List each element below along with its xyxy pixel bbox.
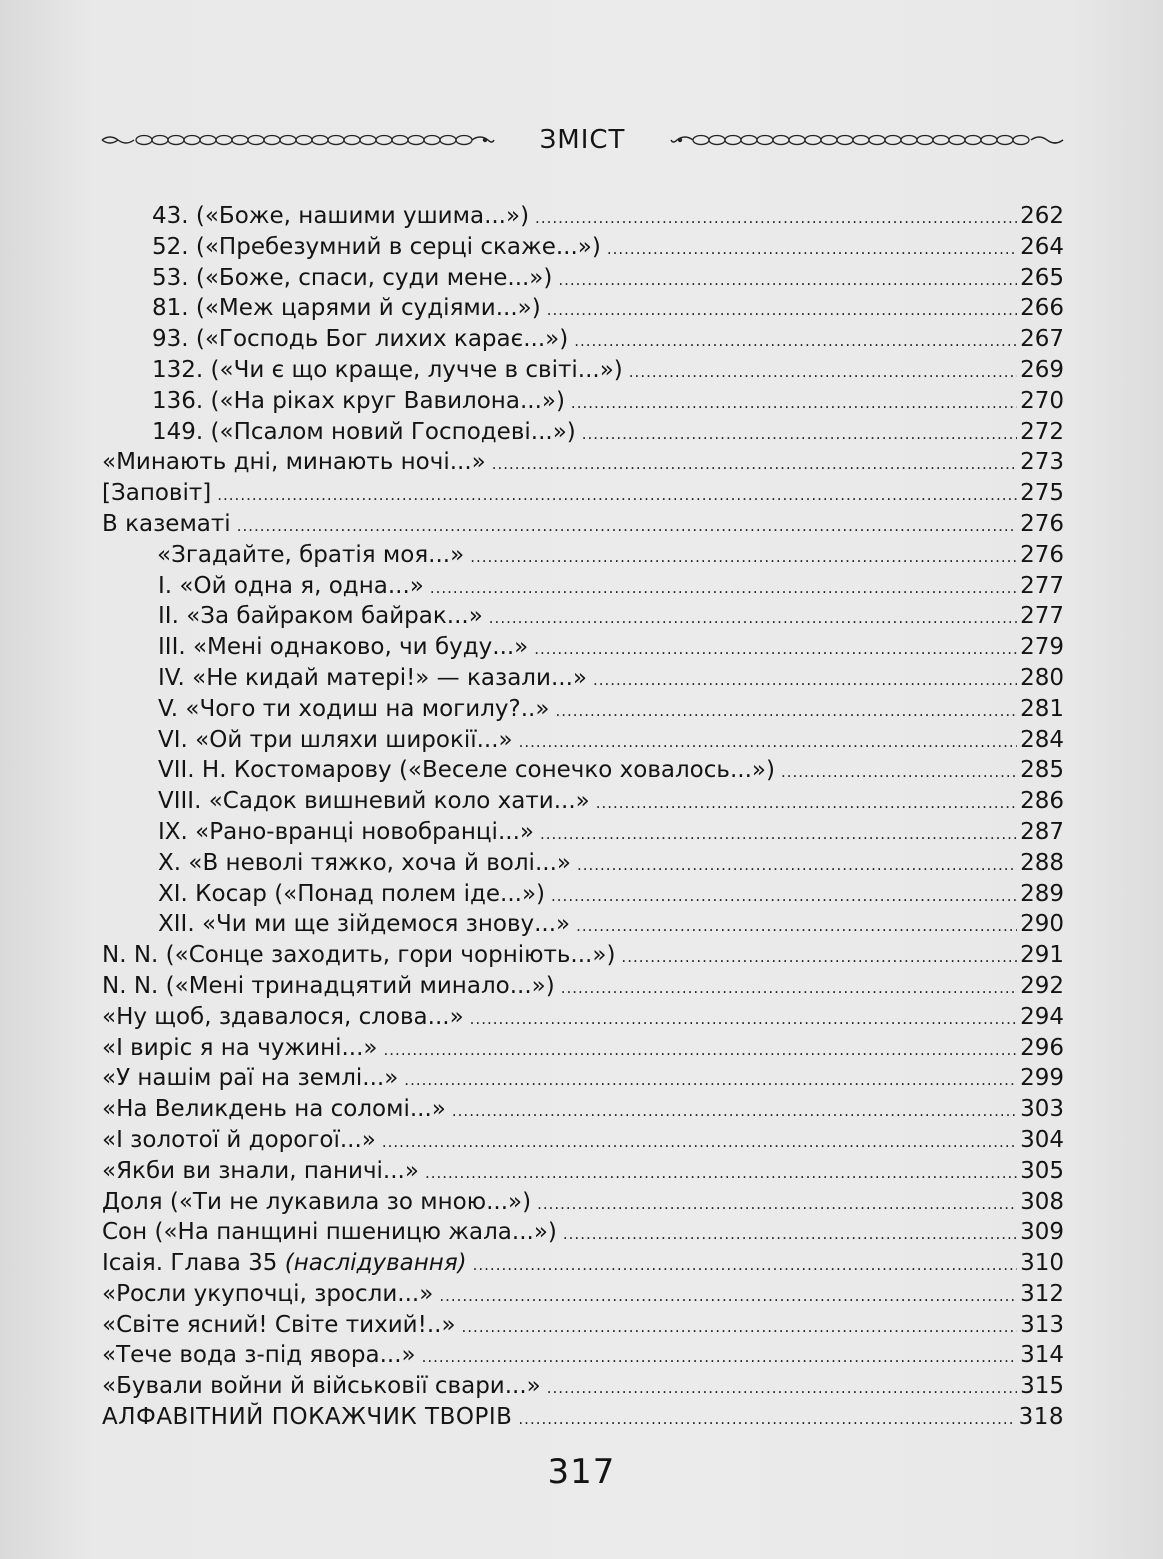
- toc-entry-title: [102, 447, 486, 478]
- toc-entry-page: 299: [1020, 1065, 1064, 1092]
- dot-leader: [607, 234, 1017, 265]
- toc-entry: [102, 909, 1064, 940]
- dot-leader: [540, 819, 1017, 850]
- dot-leader: [425, 1158, 1017, 1189]
- toc-entry-title-text: «Якби ви знали, паничі...»: [102, 1157, 419, 1184]
- toc-entry: [102, 1002, 1064, 1033]
- dot-leader: [555, 696, 1017, 727]
- toc-entry-title-text: 52. («Пребезумний в серці скаже...»): [152, 233, 601, 260]
- toc-entry: [102, 694, 1064, 725]
- toc-entry-title-text: Сон («На панщині пшеницю жала...»): [102, 1219, 557, 1246]
- dot-leader: [577, 850, 1017, 881]
- dot-leader: [470, 1004, 1017, 1035]
- toc-entry: [102, 786, 1064, 817]
- toc-entry-title-text: «І золотої й дорогої...»: [102, 1126, 376, 1153]
- dot-leader: [593, 665, 1017, 696]
- dot-leader: [534, 634, 1017, 665]
- toc-entry-page: 294: [1020, 1003, 1064, 1030]
- toc-entry: [102, 663, 1064, 694]
- toc-entry: [102, 324, 1064, 355]
- toc-entry-title: [152, 324, 568, 355]
- toc-entry-title: [102, 1340, 416, 1371]
- dot-leader: [404, 1065, 1017, 1096]
- toc-entry-page: 264: [1020, 233, 1064, 260]
- toc-entry-title-text: 136. («На ріках круг Вавилона...»): [152, 387, 565, 414]
- toc-entry-page: 284: [1020, 726, 1064, 753]
- toc-entry: [102, 755, 1064, 786]
- toc-entry-page: 291: [1020, 942, 1064, 969]
- toc-entry-title-text: N. N. («Сонце заходить, гори чорніють...»): [102, 942, 616, 969]
- toc-entry-title: [102, 1310, 456, 1341]
- toc-entry-page: 290: [1020, 911, 1064, 938]
- toc-entry: [102, 1033, 1064, 1064]
- toc-entry-page: 280: [1020, 664, 1064, 691]
- toc-entry-title-text: VIII. «Садок вишневий коло хати...»: [158, 788, 590, 815]
- toc-entry-title-text: 43. («Боже, нашими ушима...»): [152, 203, 530, 229]
- toc-entry-page: 276: [1020, 510, 1064, 537]
- dot-leader: [422, 1342, 1018, 1373]
- toc-entry-title-text: 132. («Чи є що краще, лучче в світі...»): [152, 356, 623, 383]
- toc-entry-title: [158, 817, 534, 848]
- toc-entry: [102, 571, 1064, 602]
- toc-entry: [102, 1187, 1064, 1218]
- toc-entry-page: 285: [1020, 757, 1064, 784]
- toc-entry-title: [102, 1125, 376, 1156]
- toc-entry-page: 303: [1020, 1096, 1064, 1123]
- toc-entry-title: [102, 1002, 464, 1033]
- toc-entry-title-text: 53. («Боже, спаси, суди мене...»): [152, 264, 553, 291]
- toc-entry: [102, 879, 1064, 910]
- toc-entry-title: [102, 1187, 531, 1218]
- toc-entry: [102, 1371, 1064, 1402]
- toc-entry-title: [102, 1033, 378, 1064]
- toc-entry-page: 310: [1020, 1250, 1064, 1277]
- toc-entry-title-text: І. «Ой одна я, одна...»: [158, 572, 424, 599]
- toc-entry-title: [102, 1402, 512, 1433]
- toc-entry-title-text: АЛФАВІТНИЙ ПОКАЖЧИК ТВОРІВ: [102, 1404, 513, 1431]
- toc-entry: [102, 1310, 1064, 1341]
- table-of-contents: [102, 201, 1064, 1433]
- toc-entry-title: [102, 940, 615, 971]
- toc-entry-title-text: Доля («Ти не лукавила зо мною...»): [102, 1188, 532, 1215]
- toc-entry-page: 262: [1020, 203, 1064, 229]
- toc-entry: [102, 817, 1064, 848]
- dot-leader: [492, 449, 1017, 480]
- toc-entry-title-text: VI. «Ой три шляхи широкії...»: [158, 726, 513, 753]
- dot-leader: [596, 788, 1017, 819]
- dot-leader: [470, 542, 1017, 573]
- dot-leader: [384, 1035, 1018, 1066]
- toc-entry-title-text: «Ну щоб, здавалося, слова...»: [102, 1003, 464, 1030]
- toc-entry: [102, 1125, 1064, 1156]
- toc-entry-page: 313: [1020, 1311, 1064, 1338]
- toc-entry-title: [102, 1063, 398, 1094]
- toc-entry-title-text: В казематі: [102, 510, 231, 537]
- dot-leader: [574, 326, 1017, 357]
- toc-entry-title: [158, 601, 483, 632]
- dot-leader: [576, 911, 1017, 942]
- toc-entry-page: 281: [1020, 695, 1064, 722]
- dot-leader: [452, 1096, 1017, 1127]
- toc-entry-title: [152, 355, 623, 386]
- toc-entry-title: [152, 293, 541, 324]
- dot-leader: [561, 973, 1017, 1004]
- toc-entry-title: [158, 571, 424, 602]
- toc-entry-page: 312: [1020, 1280, 1064, 1307]
- toc-entry-title: [158, 755, 775, 786]
- dot-leader: [621, 942, 1017, 973]
- dot-leader: [439, 1281, 1017, 1312]
- toc-entry-page: 287: [1020, 818, 1064, 845]
- toc-entry: [102, 1217, 1064, 1248]
- toc-entry-title-text: Ісаія. Глава 35: [102, 1250, 285, 1277]
- dot-leader: [237, 511, 1017, 542]
- toc-entry-page: 276: [1020, 541, 1064, 568]
- dot-leader: [558, 265, 1017, 296]
- toc-entry-title: [152, 417, 576, 448]
- toc-entry-title: [152, 263, 552, 294]
- dot-leader: [473, 1250, 1017, 1281]
- dot-leader: [629, 357, 1017, 388]
- dot-leader: [547, 295, 1017, 326]
- toc-entry-page: 277: [1020, 572, 1064, 599]
- toc-entry-title: [102, 1094, 446, 1125]
- toc-entry-title-text: «Росли укупочці, зросли...»: [102, 1280, 434, 1307]
- toc-entry-title: [102, 509, 231, 540]
- toc-entry-title-text: IX. «Рано-вранці новобранці...»: [158, 818, 534, 845]
- toc-entry-title: [102, 1279, 433, 1310]
- toc-entry-title-text: «Згадайте, братія моя...»: [157, 541, 465, 568]
- toc-entry-page: 292: [1020, 972, 1064, 999]
- toc-entry: [102, 293, 1064, 324]
- toc-entry-title: [158, 786, 590, 817]
- toc-entry-page: 270: [1020, 387, 1064, 414]
- toc-entry-title-text: X. «В неволі тяжко, хоча й волі...»: [158, 849, 571, 876]
- toc-entry-title: [158, 909, 570, 940]
- dot-leader: [519, 727, 1017, 758]
- toc-entry-page: 305: [1020, 1157, 1064, 1184]
- toc-entry-title-text: [Заповіт]: [102, 480, 212, 507]
- toc-entry-title-italic: (наслідування): [284, 1250, 467, 1277]
- toc-entry-title-text: III. «Мені однаково, чи буду...»: [158, 634, 529, 661]
- dot-leader: [535, 203, 1017, 234]
- toc-entry-page: 279: [1020, 634, 1064, 661]
- toc-entry: [102, 417, 1064, 448]
- toc-entry-title: [102, 1371, 541, 1402]
- toc-entry-page: 314: [1020, 1342, 1064, 1369]
- dot-leader: [551, 881, 1017, 912]
- toc-entry-page: 318: [1018, 1404, 1064, 1431]
- toc-entry: [102, 201, 1064, 232]
- toc-entry-page: 266: [1020, 295, 1064, 322]
- dot-leader: [571, 388, 1017, 419]
- dot-leader: [563, 1219, 1017, 1250]
- page-header: [100, 122, 1065, 158]
- page-number: 317: [547, 1452, 616, 1492]
- toc-entry-page: 288: [1020, 849, 1064, 876]
- dot-leader: [430, 573, 1017, 604]
- toc-entry-title-text: N. N. («Мені тринадцятий минало...»): [102, 972, 555, 999]
- toc-entry-page: 265: [1020, 264, 1064, 291]
- toc-entry: [102, 263, 1064, 294]
- toc-entry-title-text: «Тече вода з-під явора...»: [102, 1342, 416, 1369]
- toc-entry-page: 267: [1020, 326, 1064, 353]
- toc-entry: [102, 1340, 1064, 1371]
- dot-leader: [382, 1127, 1017, 1158]
- toc-entry-page: 277: [1020, 603, 1064, 630]
- toc-entry: [102, 1094, 1064, 1125]
- toc-entry: [102, 632, 1064, 663]
- toc-entry: [102, 848, 1064, 879]
- toc-entry: [102, 1402, 1064, 1433]
- dot-leader: [518, 1404, 1015, 1435]
- toc-entry-title-text: «Минають дні, минають ночі...»: [102, 449, 486, 476]
- toc-entry: [102, 540, 1064, 571]
- right-ornament: [669, 128, 1065, 152]
- toc-entry-title-text: «На Великдень на соломі...»: [102, 1096, 446, 1123]
- dot-leader: [462, 1312, 1018, 1343]
- dot-leader: [547, 1373, 1017, 1404]
- toc-entry-title-text: IV. «Не кидай матері!» — казали...»: [158, 664, 587, 691]
- toc-entry-title-text: V. «Чого ти ходиш на могилу?..»: [158, 695, 550, 722]
- toc-entry: [102, 355, 1064, 386]
- toc-entry-page: 269: [1020, 356, 1064, 383]
- toc-entry: [102, 1063, 1064, 1094]
- toc-entry-title: [158, 663, 587, 694]
- toc-entry-title-text: «І виріс я на чужині...»: [102, 1034, 378, 1061]
- toc-entry: [102, 1248, 1064, 1279]
- toc-entry-title-text: XI. Косар («Понад полем іде...»): [158, 880, 546, 907]
- toc-entry-title: [157, 540, 464, 571]
- toc-entry: [102, 971, 1064, 1002]
- dot-leader: [537, 1189, 1017, 1220]
- toc-entry: [102, 386, 1064, 417]
- toc-entry-page: 304: [1020, 1126, 1064, 1153]
- toc-entry: [102, 1279, 1064, 1310]
- toc-entry: [102, 940, 1064, 971]
- toc-entry-title-text: XII. «Чи ми ще зійдемося знову...»: [158, 911, 571, 938]
- toc-entry-title-text: 93. («Господь Бог лихих карає...»): [152, 326, 569, 353]
- toc-entry-title: [158, 879, 545, 910]
- toc-entry-title: [152, 232, 601, 263]
- toc-entry: [102, 1156, 1064, 1187]
- toc-entry-page: 275: [1020, 480, 1064, 507]
- toc-entry-page: 315: [1020, 1373, 1064, 1400]
- toc-entry-title: [152, 201, 529, 232]
- toc-entry-title-text: II. «За байраком байрак...»: [158, 603, 483, 630]
- toc-entry: [102, 478, 1064, 509]
- dot-leader: [489, 603, 1017, 634]
- toc-entry-title: [158, 632, 528, 663]
- toc-entry-title-text: «У нашім раї на землі...»: [102, 1065, 399, 1092]
- dot-leader: [217, 480, 1017, 511]
- toc-entry-title-text: VII. Н. Костомарову («Веселе сонечко ховалось...»): [158, 757, 775, 784]
- toc-entry: [102, 725, 1064, 756]
- toc-entry-title: [158, 848, 571, 879]
- dot-leader: [781, 757, 1017, 788]
- toc-entry-page: 273: [1020, 449, 1064, 476]
- toc-entry-title: [102, 478, 211, 509]
- toc-entry-page: 289: [1020, 880, 1064, 907]
- toc-entry-title-text: 81. («Меж царями й судіями...»): [152, 295, 541, 322]
- toc-entry-page: 308: [1020, 1188, 1064, 1215]
- toc-entry-title: [158, 694, 549, 725]
- toc-entry: [102, 232, 1064, 263]
- page-title: ЗМІСТ: [539, 125, 626, 155]
- toc-entry: [102, 509, 1064, 540]
- toc-entry-title: [158, 725, 513, 756]
- toc-entry-page: 272: [1020, 418, 1064, 445]
- toc-entry-page: 296: [1020, 1034, 1064, 1061]
- toc-entry-title: [102, 1217, 557, 1248]
- toc-entry-title-text: «Бували войни й військовії свари...»: [102, 1373, 541, 1400]
- toc-entry-title: [152, 386, 565, 417]
- toc-entry-page: 286: [1020, 788, 1064, 815]
- toc-entry-title: [102, 971, 555, 1002]
- toc-entry: [102, 601, 1064, 632]
- dot-leader: [582, 419, 1017, 450]
- toc-entry: [102, 447, 1064, 478]
- toc-entry-title-text: «Світе ясний! Світе тихий!..»: [102, 1311, 456, 1338]
- toc-entry-title: [102, 1156, 419, 1187]
- toc-entry-page: 309: [1020, 1219, 1064, 1246]
- toc-entry-title: [102, 1248, 467, 1279]
- toc-entry-title-text: 149. («Псалом новий Господеві...»): [152, 418, 576, 445]
